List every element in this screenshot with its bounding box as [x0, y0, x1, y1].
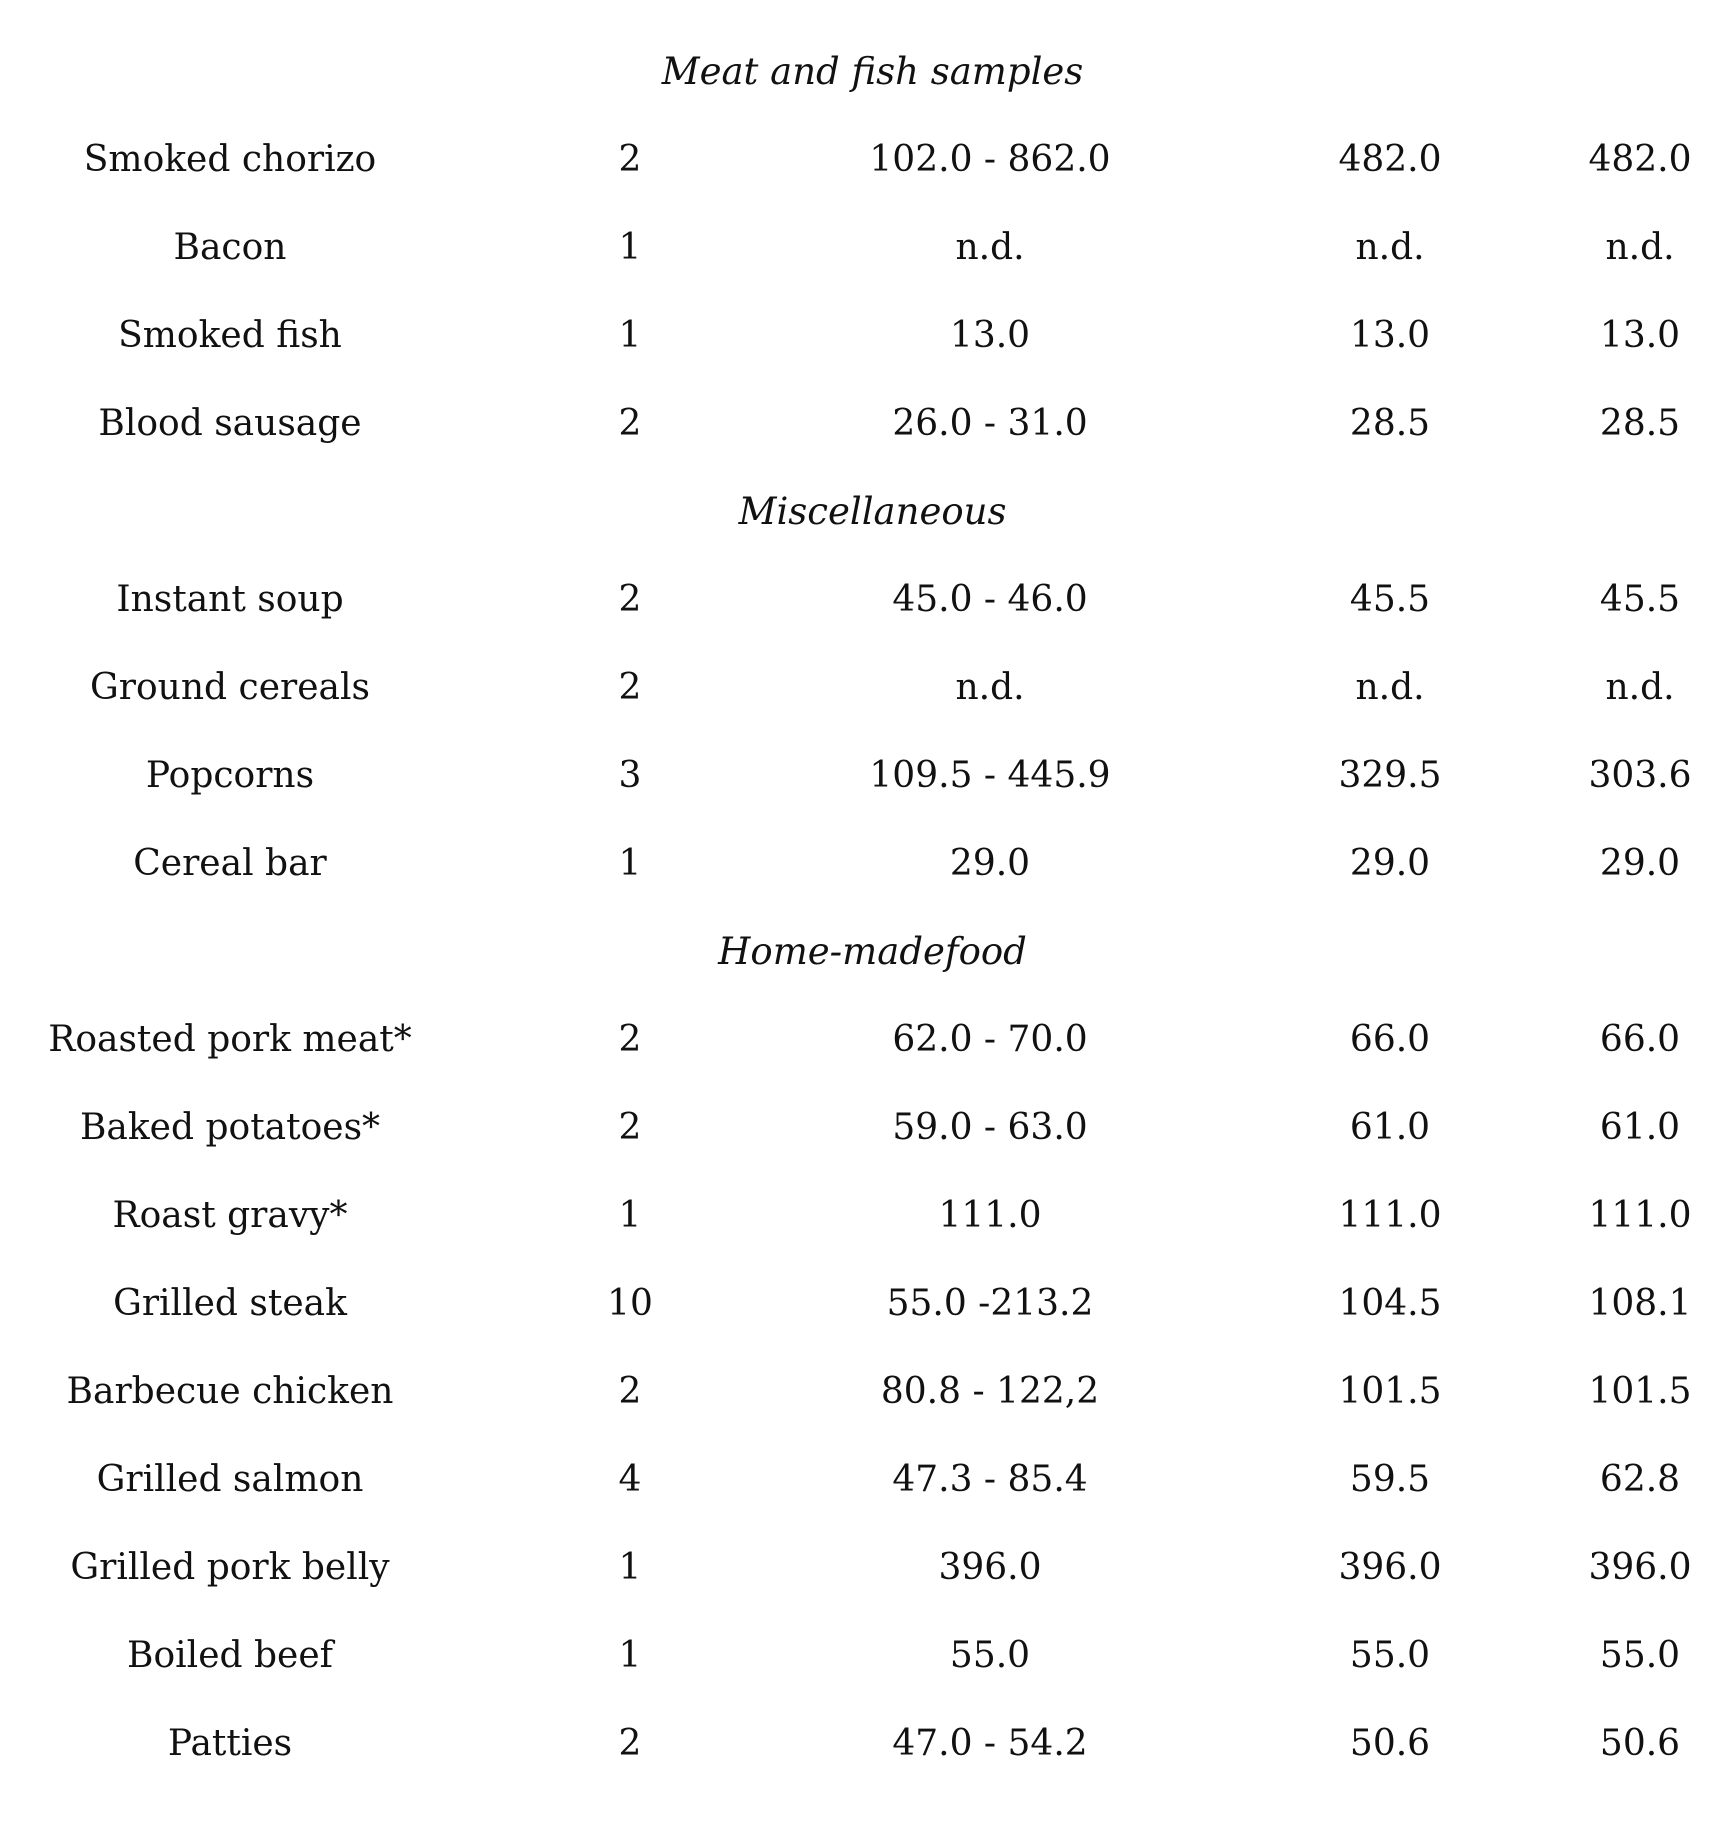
sample-count: 10: [607, 1283, 653, 1324]
food-name: Popcorns: [145, 755, 315, 796]
sample-count: 2: [618, 667, 642, 708]
sample-count: 1: [618, 1195, 642, 1236]
value-col5: 108.1: [1588, 1283, 1692, 1324]
value-range: 13.0: [949, 315, 1031, 356]
value-range: 47.3 - 85.4: [892, 1459, 1088, 1500]
value-range: 55.0 -213.2: [886, 1283, 1094, 1324]
food-name: Barbecue chicken: [66, 1371, 394, 1412]
value-col5: 45.5: [1599, 579, 1681, 620]
value-col5: n.d.: [1605, 227, 1675, 268]
sample-count: 4: [618, 1459, 642, 1500]
food-name: Grilled salmon: [96, 1459, 364, 1500]
value-range: 109.5 - 445.9: [869, 755, 1111, 796]
sample-count: 1: [618, 1635, 642, 1676]
sample-count: 2: [618, 579, 642, 620]
table-row: [0, 996, 1735, 1084]
food-name: Boiled beef: [127, 1635, 333, 1676]
sample-count: 3: [618, 755, 642, 796]
value-col4: 104.5: [1338, 1283, 1442, 1324]
value-range: 80.8 - 122,2: [880, 1371, 1100, 1412]
value-col5: 62.8: [1599, 1459, 1681, 1500]
value-col5: 396.0: [1588, 1547, 1692, 1588]
sample-count: 2: [618, 1019, 642, 1060]
value-col4: 482.0: [1338, 139, 1442, 180]
value-col5: 111.0: [1588, 1195, 1692, 1236]
value-col5: 61.0: [1599, 1107, 1681, 1148]
value-range: 102.0 - 862.0: [869, 139, 1111, 180]
value-col5: 482.0: [1588, 139, 1692, 180]
food-name: Roasted pork meat*: [48, 1019, 412, 1060]
sample-count: 1: [618, 315, 642, 356]
table-row: [0, 644, 1735, 732]
value-col5: 66.0: [1599, 1019, 1681, 1060]
value-col4: 45.5: [1349, 579, 1431, 620]
value-range: 29.0: [949, 843, 1031, 884]
value-col4: 396.0: [1338, 1547, 1442, 1588]
sample-count: 2: [618, 1107, 642, 1148]
value-col4: 59.5: [1349, 1459, 1431, 1500]
sample-count: 1: [618, 227, 642, 268]
value-range: 396.0: [938, 1547, 1042, 1588]
food-name: Ground cereals: [90, 667, 370, 708]
table-row: [0, 204, 1735, 292]
data-table: [0, 28, 1735, 1788]
value-col5: 303.6: [1588, 755, 1692, 796]
sample-count: 2: [618, 1371, 642, 1412]
value-col5: 13.0: [1599, 315, 1681, 356]
value-col4: 13.0: [1349, 315, 1431, 356]
value-range: n.d.: [955, 667, 1025, 708]
table-row: [0, 1436, 1735, 1524]
value-col5: 101.5: [1588, 1371, 1692, 1412]
food-name: Smoked fish: [118, 315, 342, 356]
table-row: [0, 1524, 1735, 1612]
table-row: [0, 820, 1735, 908]
food-name: Instant soup: [116, 579, 344, 620]
value-range: 45.0 - 46.0: [892, 579, 1088, 620]
sample-count: 2: [618, 403, 642, 444]
value-range: 47.0 - 54.2: [892, 1723, 1088, 1764]
table-row: [0, 1348, 1735, 1436]
value-col4: 66.0: [1349, 1019, 1431, 1060]
section-title: Home-madefood: [718, 930, 1027, 973]
table-row: [0, 116, 1735, 204]
food-name: Baked potatoes*: [79, 1107, 381, 1148]
value-range: n.d.: [955, 227, 1025, 268]
table-row: [0, 1612, 1735, 1700]
value-range: 59.0 - 63.0: [892, 1107, 1088, 1148]
value-range: 55.0: [949, 1635, 1031, 1676]
sample-count: 1: [618, 843, 642, 884]
food-name: Bacon: [173, 227, 287, 268]
food-name: Grilled pork belly: [70, 1547, 390, 1588]
food-name: Roast gravy*: [112, 1195, 348, 1236]
value-col5: 29.0: [1599, 843, 1681, 884]
value-range: 26.0 - 31.0: [892, 403, 1088, 444]
value-col4: 101.5: [1338, 1371, 1442, 1412]
value-col4: 111.0: [1338, 1195, 1442, 1236]
value-col4: 29.0: [1349, 843, 1431, 884]
value-col4: 55.0: [1349, 1635, 1431, 1676]
table-row: [0, 732, 1735, 820]
table-row: [0, 1700, 1735, 1788]
food-name: Blood sausage: [98, 403, 362, 444]
section-title: Miscellaneous: [738, 490, 1007, 533]
value-col5: 50.6: [1599, 1723, 1681, 1764]
table-row: [0, 556, 1735, 644]
table-row: [0, 292, 1735, 380]
value-col5: n.d.: [1605, 667, 1675, 708]
food-name: Cereal bar: [133, 843, 327, 884]
sample-count: 1: [618, 1547, 642, 1588]
value-col4: 61.0: [1349, 1107, 1431, 1148]
food-name: Patties: [167, 1723, 293, 1764]
value-col4: n.d.: [1355, 227, 1425, 268]
table-row: [0, 1172, 1735, 1260]
table-row: [0, 380, 1735, 468]
table-row: [0, 1260, 1735, 1348]
value-col4: 50.6: [1349, 1723, 1431, 1764]
value-col5: 28.5: [1599, 403, 1681, 444]
food-name: Smoked chorizo: [83, 139, 377, 180]
value-col4: 28.5: [1349, 403, 1431, 444]
table-row: [0, 1084, 1735, 1172]
sample-count: 2: [618, 1723, 642, 1764]
food-name: Grilled steak: [113, 1283, 347, 1324]
value-col4: 329.5: [1338, 755, 1442, 796]
section-title: Meat and fish samples: [661, 50, 1084, 93]
sample-count: 2: [618, 139, 642, 180]
value-col5: 55.0: [1599, 1635, 1681, 1676]
value-col4: n.d.: [1355, 667, 1425, 708]
value-range: 62.0 - 70.0: [892, 1019, 1088, 1060]
value-range: 111.0: [938, 1195, 1042, 1236]
